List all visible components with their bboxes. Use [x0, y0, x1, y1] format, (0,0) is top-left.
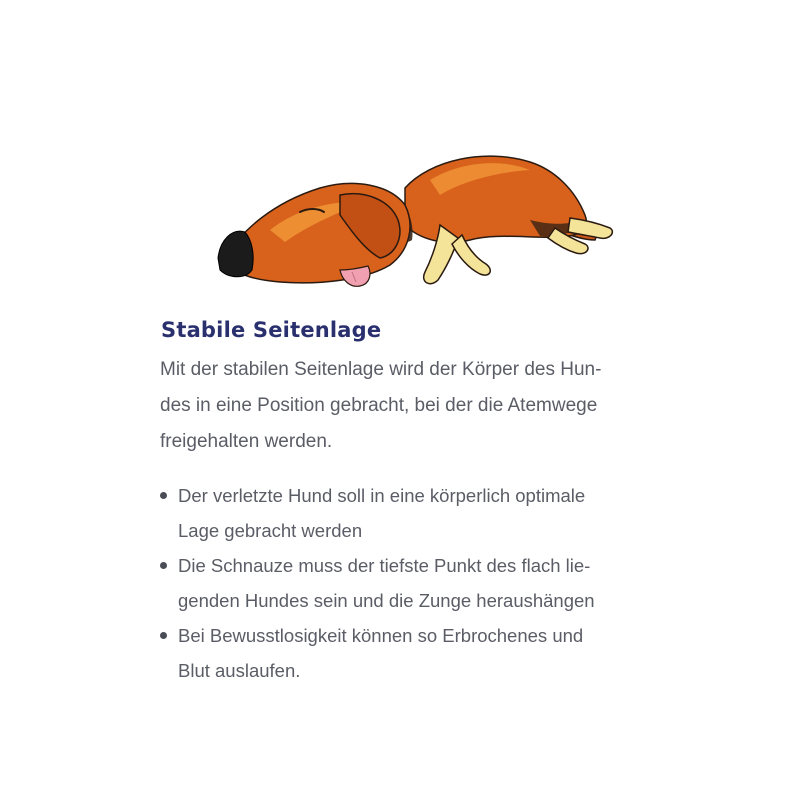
intro-line: des in eine Position gebracht, bei der die Atemwege — [160, 395, 598, 416]
list-item-line: Der verletzte Hund soll in eine körperlich optimale — [178, 485, 586, 506]
list-item — [160, 548, 650, 618]
list-item — [160, 478, 650, 548]
bullet-list — [160, 478, 650, 688]
bullet-dot-icon — [160, 492, 167, 499]
bullet-dot-icon — [160, 632, 167, 639]
list-item-line: Lage gebracht werden — [178, 520, 363, 541]
intro-line: Mit der stabilen Seitenlage wird der Körper des Hun- — [160, 359, 602, 380]
sleeping-dog-illustration — [200, 140, 640, 310]
bullet-dot-icon — [160, 562, 167, 569]
list-item-line: genden Hundes sein und die Zunge heraushängen — [178, 590, 595, 611]
list-item-line: Bei Bewusstlosigkeit können so Erbrochenes und — [178, 625, 584, 646]
intro-paragraph — [160, 352, 650, 460]
list-item-line: Blut auslaufen. — [178, 660, 301, 681]
intro-line: freigehalten werden. — [160, 431, 333, 452]
dog-icon — [200, 140, 640, 310]
list-item — [160, 618, 650, 688]
page-title: Stabile Seitenlage — [161, 318, 382, 342]
list-item-line: Die Schnauze muss der tiefste Punkt des flach lie- — [178, 555, 591, 576]
